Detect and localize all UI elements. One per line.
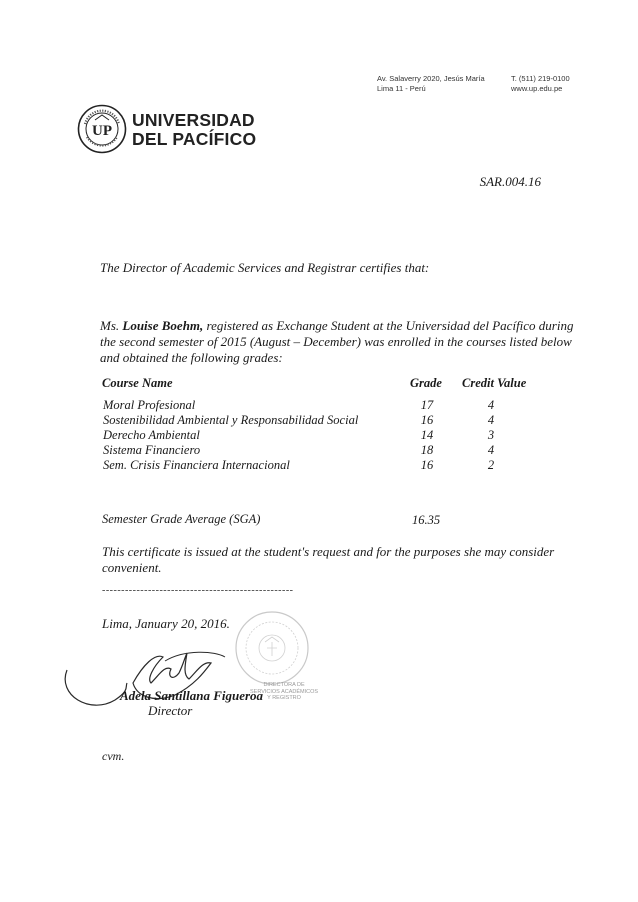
separator-line: -------------------------------------------------- bbox=[102, 585, 294, 596]
website-link[interactable]: www.up.edu.pe bbox=[511, 84, 563, 93]
place-date: Lima, January 20, 2016. bbox=[102, 616, 230, 631]
sga-label: Semester Grade Average (SGA) bbox=[102, 512, 261, 526]
enrollment-line-3: and obtained the following grades: bbox=[100, 350, 283, 365]
table-row bbox=[0, 458, 638, 472]
certificate-line-1: This certificate is issued at the student's request and for the purposes she may consider bbox=[102, 544, 555, 559]
course-credit: 3 bbox=[487, 428, 495, 442]
university-seal-icon bbox=[77, 104, 127, 154]
course-grade: 17 bbox=[420, 398, 434, 412]
university-name bbox=[132, 111, 256, 149]
enrollment-line-1-rest: registered as Exchange Student at the Universidad del Pacífico during bbox=[206, 318, 574, 333]
course-grade: 14 bbox=[420, 428, 434, 442]
address-line-2: Lima 11 - Perú bbox=[377, 84, 426, 93]
course-grade: 16 bbox=[420, 458, 434, 472]
table-row bbox=[0, 443, 638, 457]
document-reference: SAR.004.16 bbox=[479, 174, 541, 189]
contact-block bbox=[511, 74, 570, 94]
stamp-line-2: SERVICIOS ACADÉMICOS bbox=[250, 688, 319, 695]
course-name: Sem. Crisis Financiera Internacional bbox=[103, 458, 290, 472]
sga-value: 16.35 bbox=[412, 513, 441, 527]
header-grade: Grade bbox=[410, 376, 442, 390]
course-credit: 4 bbox=[487, 443, 495, 457]
table-row bbox=[0, 428, 638, 442]
enrollment-line-1 bbox=[100, 318, 574, 334]
header-credit-value: Credit Value bbox=[462, 376, 527, 390]
phone-number: T. (511) 219-0100 bbox=[511, 74, 570, 83]
signer-name: Adela Santillana Figueroa bbox=[120, 688, 264, 703]
course-name: Sistema Financiero bbox=[103, 443, 201, 457]
intro-statement: The Director of Academic Services and Registrar certifies that: bbox=[100, 260, 430, 275]
stamp-line-1: DIRECTORA DE bbox=[263, 682, 305, 688]
enrollment-line-2: the second semester of 2015 (August – December) was enrolled in the courses listed below bbox=[100, 334, 572, 349]
course-credit: 2 bbox=[487, 458, 495, 472]
table-row bbox=[0, 413, 638, 427]
course-credit: 4 bbox=[487, 413, 495, 427]
address-block bbox=[377, 74, 485, 94]
university-name-line-1: UNIVERSIDAD bbox=[132, 110, 255, 130]
certificate-line-2: convenient. bbox=[102, 560, 162, 575]
course-name: Derecho Ambiental bbox=[103, 428, 200, 442]
course-name: Moral Profesional bbox=[103, 398, 196, 412]
typist-initials: cvm. bbox=[102, 749, 125, 763]
course-grade: 18 bbox=[420, 443, 434, 457]
svg-text:UP: UP bbox=[92, 123, 112, 139]
course-credit: 4 bbox=[487, 398, 495, 412]
student-name: Louise Boehm, bbox=[122, 318, 204, 333]
stamp-line-3: Y REGISTRO bbox=[267, 695, 301, 701]
course-grade: 16 bbox=[420, 413, 434, 427]
signer-title: Director bbox=[148, 703, 193, 718]
salutation: Ms. bbox=[100, 318, 120, 333]
university-name-line-2: DEL PACÍFICO bbox=[132, 129, 257, 149]
header-course-name: Course Name bbox=[102, 376, 173, 390]
enrollment-paragraph bbox=[100, 318, 574, 366]
table-row bbox=[0, 398, 638, 412]
certificate-statement bbox=[102, 544, 555, 576]
address-line-1: Av. Salaverry 2020, Jesús María bbox=[377, 74, 485, 83]
course-name: Sostenibilidad Ambiental y Responsabilidad Social bbox=[103, 413, 359, 427]
